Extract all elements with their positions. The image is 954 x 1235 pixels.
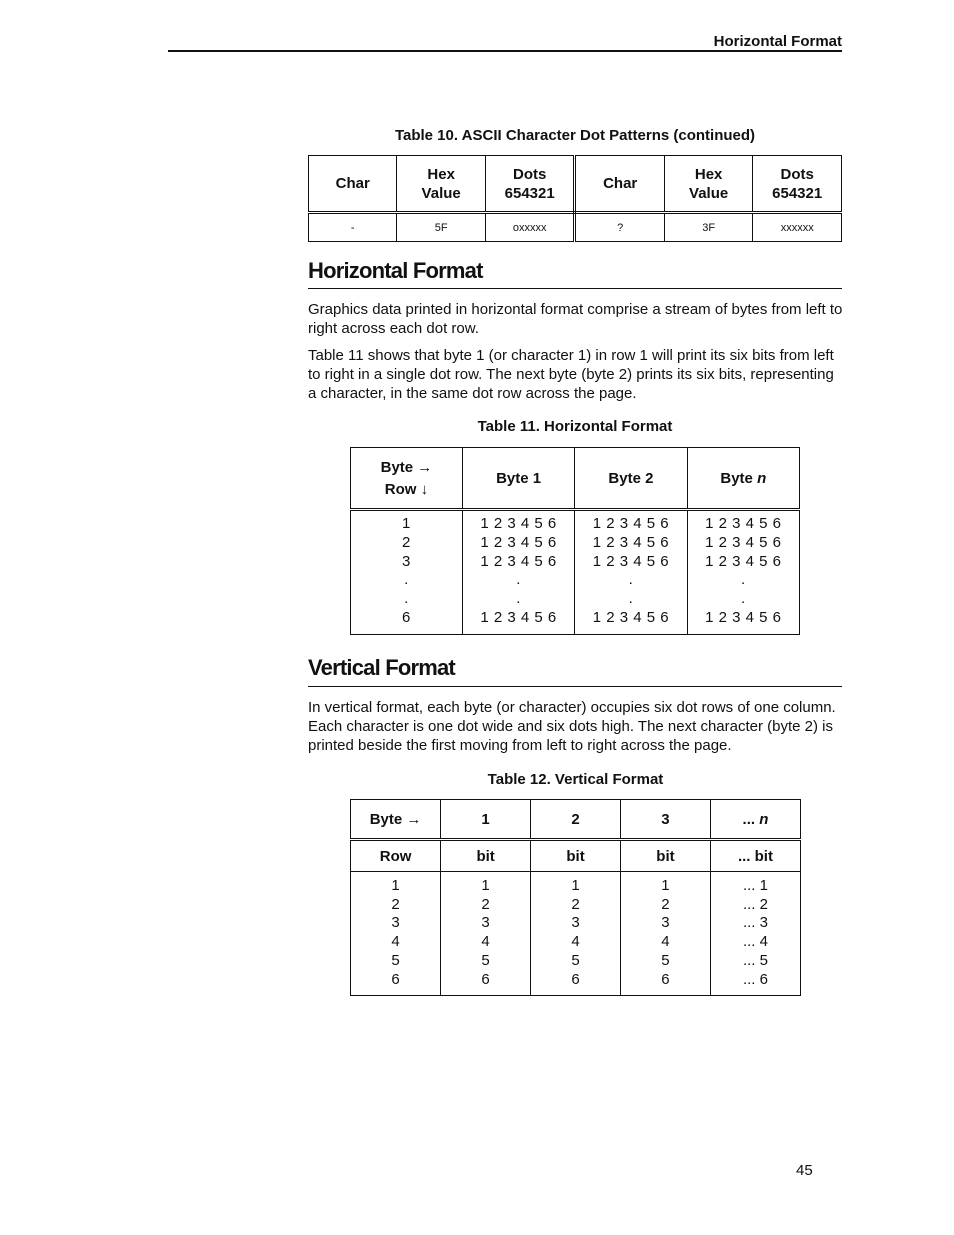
list-item: 4: [571, 933, 580, 951]
t11-header-byte1: Byte 1: [462, 448, 574, 510]
table-cell: oxxxxx: [485, 213, 575, 242]
list-item: 2: [661, 895, 670, 913]
page-number: 45: [796, 1162, 813, 1179]
list-item: 1 2 3 4 5 6: [705, 515, 782, 532]
header-rule: [168, 50, 842, 52]
list-item: ... 5: [742, 951, 768, 969]
list-item: .: [628, 590, 634, 608]
list-item: 1: [391, 877, 400, 894]
t12-col-1: [441, 872, 531, 996]
list-item: 1 2 3 4 5 6: [480, 515, 557, 532]
table10-caption: Table 10. ASCII Character Dot Patterns (continued): [394, 127, 756, 144]
list-item: ... 1: [742, 877, 768, 894]
t12-header-n-prefix: ...: [742, 810, 760, 828]
t12-col-row: [351, 872, 441, 996]
t12-subheader-bit: bit: [531, 840, 621, 872]
t11-col-row: [351, 510, 463, 635]
t10-header-dots-2: [753, 156, 842, 213]
list-item: 1: [481, 877, 490, 894]
list-item: 6: [571, 970, 580, 988]
table-cell: 5F: [397, 213, 485, 242]
t11-header-byten: [687, 448, 799, 510]
t11-header-byte: Byte →: [380, 458, 433, 476]
list-item: 1 2 3 4 5 6: [480, 533, 557, 551]
t10-header-hex: [397, 156, 485, 213]
t12-header-2: 2: [531, 800, 621, 840]
t12-col-3: [620, 872, 710, 996]
list-item: .: [740, 590, 746, 608]
list-item: .: [628, 571, 634, 589]
t11-header-n: n: [757, 469, 767, 487]
list-item: ... 2: [742, 895, 768, 913]
table-row: [309, 213, 842, 242]
list-item: 2: [391, 895, 400, 913]
paragraph: Graphics data printed in horizontal format comprise a stream of bytes from left to right across each dot row.: [308, 301, 843, 337]
table-row: [351, 510, 800, 635]
table-cell: -: [309, 213, 397, 242]
table10: [308, 155, 842, 242]
list-item: 3: [481, 914, 490, 932]
t12-header-n: [710, 800, 800, 840]
t12-subheader-bit: bit: [441, 840, 531, 872]
t11-header-row: Row ↓: [384, 480, 429, 498]
t12-header-byte: Byte →: [351, 800, 441, 840]
table-cell: ?: [575, 213, 664, 242]
t10-header-char: Char: [309, 156, 397, 213]
list-item: ... 6: [742, 970, 768, 988]
table12-caption: Table 12. Vertical Format: [487, 771, 664, 788]
list-item: .: [404, 590, 409, 608]
list-item: .: [740, 571, 746, 589]
list-item: 3: [402, 552, 411, 570]
list-item: 5: [571, 951, 580, 969]
t12-subheader-bit-last: ... bit: [710, 840, 800, 872]
list-item: 1 2 3 4 5 6: [705, 533, 782, 551]
t11-header-byte-row: [351, 448, 463, 510]
t12-subheader-bit: bit: [620, 840, 710, 872]
list-item: 6: [391, 970, 400, 988]
t12-header-3: 3: [620, 800, 710, 840]
table-cell: xxxxxx: [753, 213, 842, 242]
list-item: 3: [661, 914, 670, 932]
list-item: 1 2 3 4 5 6: [592, 515, 670, 532]
list-item: 5: [391, 951, 400, 969]
list-item: 5: [661, 951, 670, 969]
list-item: 1 2 3 4 5 6: [480, 552, 557, 570]
t10-header-char-2: Char: [575, 156, 664, 213]
t12-header-n-letter: n: [759, 810, 769, 828]
table11: [350, 447, 800, 635]
table11-caption: Table 11. Horizontal Format: [477, 418, 673, 435]
list-item: 1 2 3 4 5 6: [705, 608, 782, 626]
section-heading-horizontal: Horizontal Format: [308, 258, 483, 283]
list-item: 4: [481, 933, 490, 951]
t10-header-hex-2-text: Hex Value: [689, 165, 729, 202]
list-item: 2: [571, 895, 580, 913]
list-item: 4: [661, 933, 670, 951]
list-item: .: [516, 590, 521, 608]
t11-col-byte1: [462, 510, 574, 635]
list-item: 1: [402, 515, 411, 532]
list-item: 2: [402, 533, 411, 551]
table12: [350, 799, 801, 996]
paragraph: Table 11 shows that byte 1 (or character 1) in row 1 will print its six bits from left to right in a single dot row. The next byte (byte 2) prints its six bits, representing a character, in the same dot row across the page.: [308, 347, 834, 402]
list-item: 5: [481, 951, 490, 969]
t10-header-hex-text: Hex Value: [421, 165, 461, 202]
list-item: 2: [481, 895, 490, 913]
paragraph: In vertical format, each byte (or character) occupies six dot rows of one column. Each character is one dot wide and six dots high. The next character (byte 2) is printed beside the first moving from left to right across the page.: [308, 699, 836, 754]
list-item: .: [516, 571, 521, 589]
running-header: Horizontal Format: [713, 33, 842, 50]
t12-header-1: 1: [441, 800, 531, 840]
list-item: 1: [661, 877, 670, 894]
list-item: 1 2 3 4 5 6: [592, 552, 670, 570]
t11-header-byten-label: Byte: [720, 469, 758, 487]
t12-col-2: [531, 872, 621, 996]
section-heading-vertical: Vertical Format: [308, 655, 455, 680]
list-item: 6: [481, 970, 490, 988]
list-item: 1: [571, 877, 580, 894]
t12-col-n: [710, 872, 800, 996]
list-item: 1 2 3 4 5 6: [592, 608, 670, 626]
list-item: 1 2 3 4 5 6: [592, 533, 670, 551]
t11-header-byte2: Byte 2: [575, 448, 687, 510]
section-rule: [308, 288, 842, 289]
table-cell: 3F: [664, 213, 752, 242]
t11-col-byte2: [575, 510, 687, 635]
list-item: ... 4: [742, 933, 768, 951]
list-item: 4: [391, 933, 400, 951]
t10-header-hex-2: [664, 156, 752, 213]
list-item: 6: [402, 608, 411, 626]
table-row: [351, 872, 801, 996]
t10-header-dots: [485, 156, 575, 213]
t10-header-dots-2-text: Dots 654321: [772, 165, 823, 202]
list-item: 6: [661, 970, 670, 988]
list-item: .: [404, 571, 409, 589]
list-item: 1 2 3 4 5 6: [480, 608, 557, 626]
list-item: 3: [391, 914, 400, 932]
list-item: ... 3: [742, 914, 768, 932]
list-item: 1 2 3 4 5 6: [705, 552, 782, 570]
t11-col-byten: [687, 510, 799, 635]
section-rule: [308, 686, 842, 687]
list-item: 3: [571, 914, 580, 932]
t10-header-dots-text: Dots 654321: [504, 165, 555, 202]
t12-subheader-row: Row: [351, 840, 441, 872]
